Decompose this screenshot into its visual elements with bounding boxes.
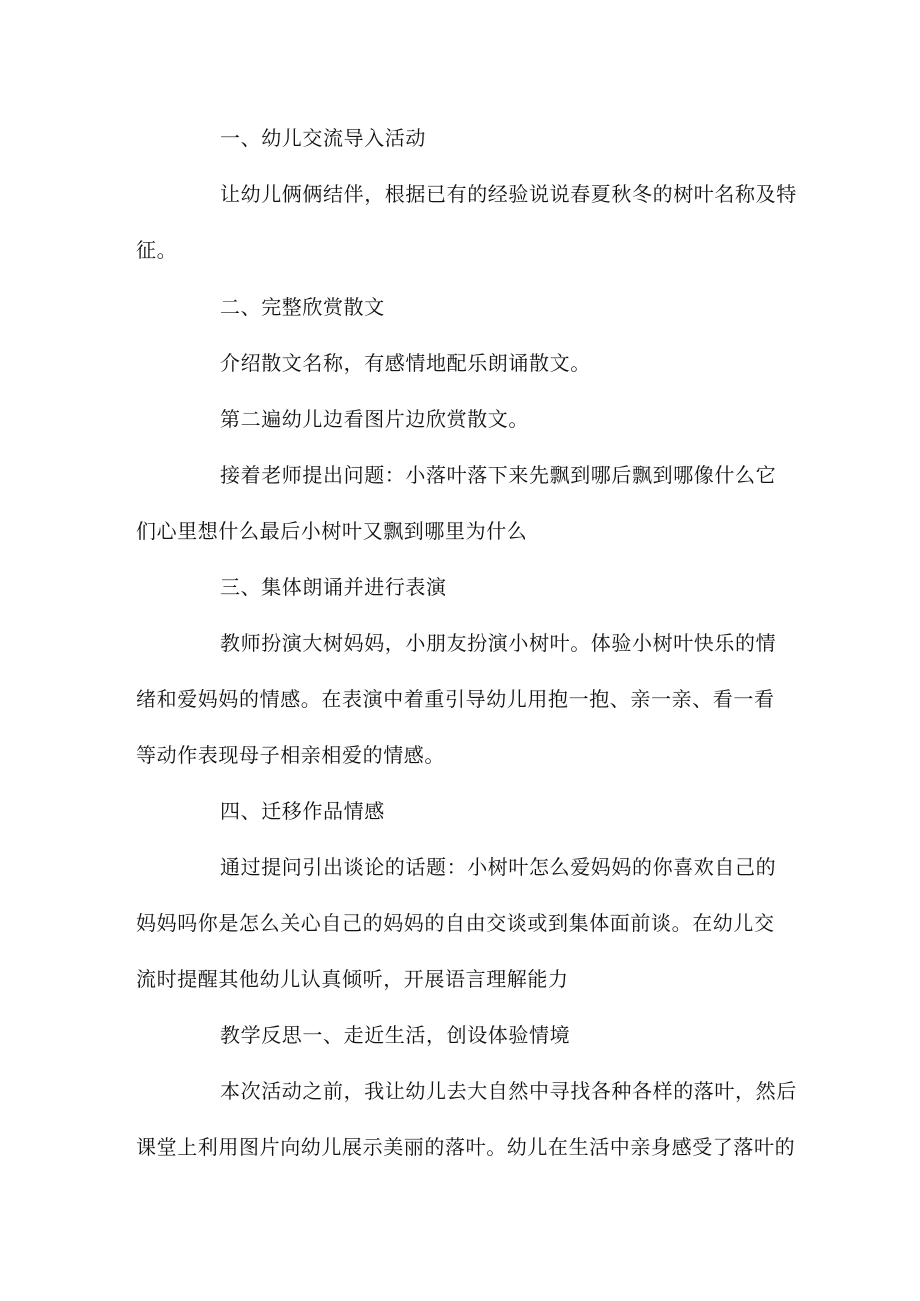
paragraph-line: 本次活动之前，我让幼儿去大自然中寻找各种各样的落叶，然后 (220, 1079, 797, 1103)
section-heading-1: 一、幼儿交流导入活动 (220, 126, 426, 150)
paragraph-line: 介绍散文名称，有感情地配乐朗诵散文。 (220, 351, 591, 375)
section-heading-2: 二、完整欣赏散文 (220, 295, 385, 319)
paragraph-line: 流时提醒其他幼儿认真倾听，开展语言理解能力 (136, 967, 569, 991)
section-heading-4: 四、迁移作品情感 (220, 799, 385, 823)
paragraph-line: 妈妈吗你是怎么关心自己的妈妈的自由交谈或到集体面前谈。在幼儿交 (136, 911, 775, 935)
paragraph-line: 课堂上利用图片向幼儿展示美丽的落叶。幼儿在生活中亲身感受了落叶的 (136, 1135, 796, 1159)
paragraph-line: 第二遍幼儿边看图片边欣赏散文。 (220, 407, 529, 431)
paragraph-line: 教师扮演大树妈妈，小朋友扮演小树叶。体验小树叶快乐的情 (220, 631, 777, 655)
section-heading-reflection: 教学反思一、走近生活，创设体验情境 (220, 1023, 571, 1047)
paragraph-line: 征。 (136, 238, 178, 262)
paragraph-line: 等动作表现母子相亲相爱的情感。 (136, 743, 445, 767)
paragraph-line: 通过提问引出谈论的话题：小树叶怎么爱妈妈的你喜欢自己的 (220, 855, 777, 879)
paragraph-line: 绪和爱妈妈的情感。在表演中着重引导幼儿用抱一抱、亲一亲、看一看 (136, 687, 775, 711)
paragraph-line: 让幼儿俩俩结伴，根据已有的经验说说春夏秋冬的树叶名称及特 (220, 182, 797, 206)
paragraph-line: 们心里想什么最后小树叶又飘到哪里为什么 (136, 519, 528, 543)
paragraph-line: 接着老师提出问题：小落叶落下来先飘到哪后飘到哪像什么它 (220, 463, 777, 487)
section-heading-3: 三、集体朗诵并进行表演 (220, 575, 447, 599)
